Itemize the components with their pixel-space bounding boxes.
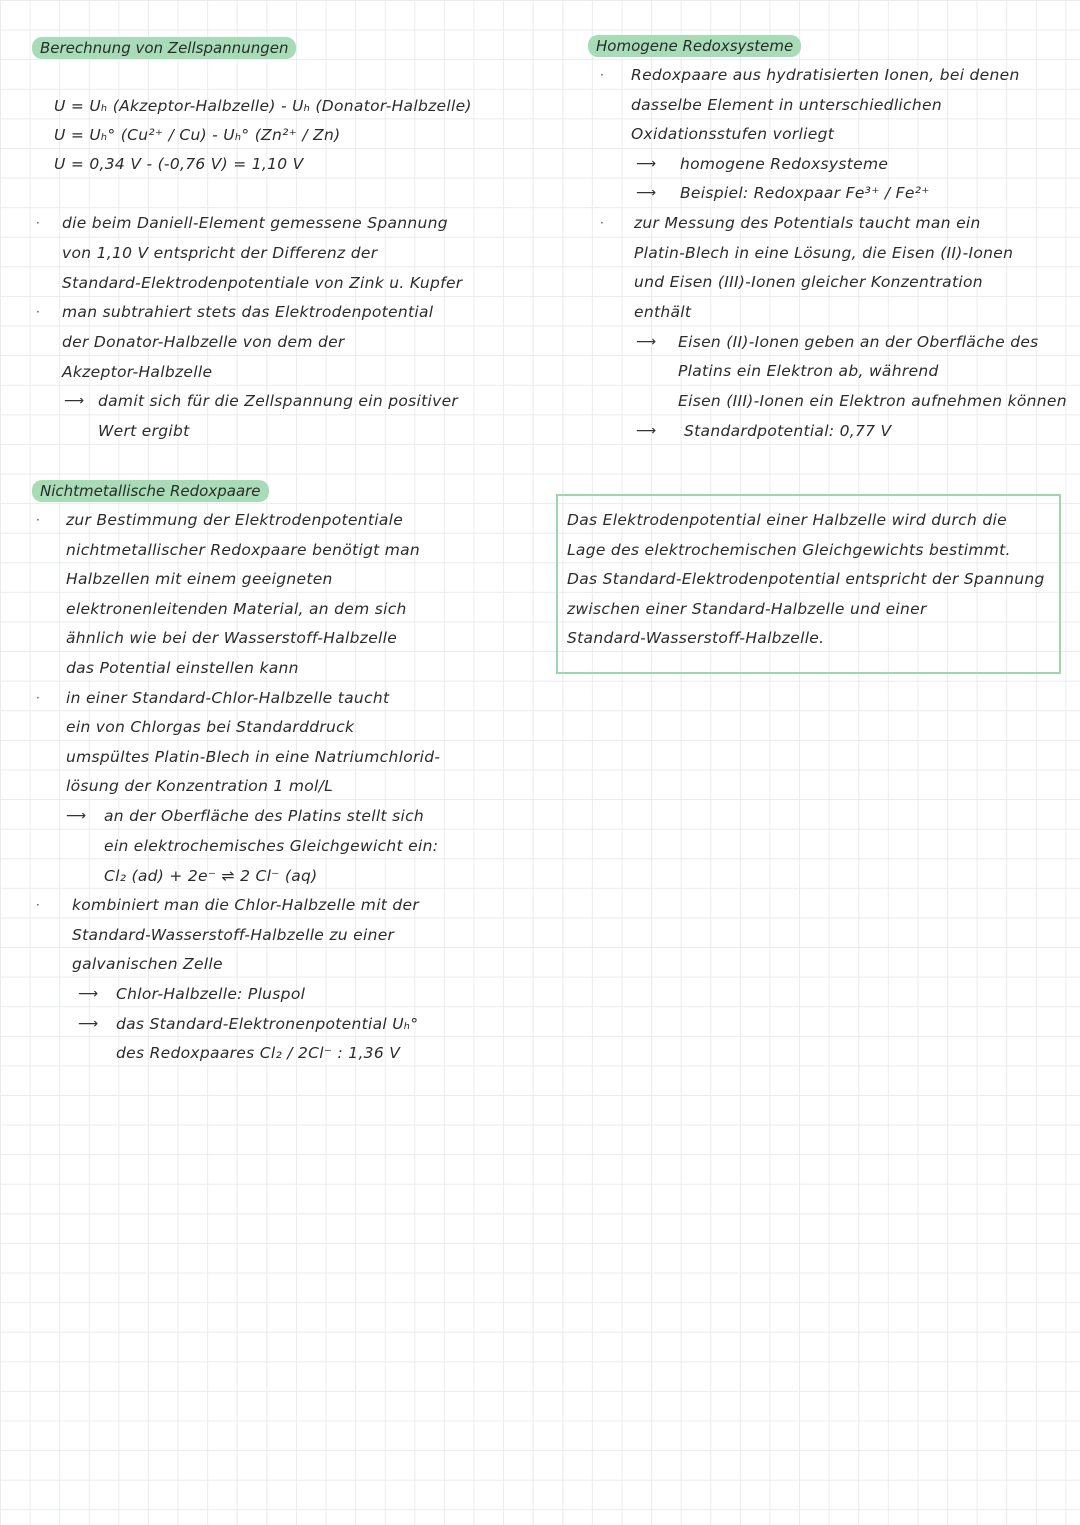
text-line: elektronenleitenden Material, an dem sich [66, 600, 407, 618]
arrow-icon: ⟶ [636, 334, 657, 350]
bullet-dot: · [36, 305, 40, 319]
box-text-line: Lage des elektrochemischen Gleichgewichts bestimmt. [567, 541, 1011, 559]
arrow-icon: ⟶ [64, 393, 85, 409]
text-line: dasselbe Element in unterschiedlichen [631, 96, 942, 114]
heading-homogen: Homogene Redoxsysteme [588, 35, 801, 57]
arrow-icon: ⟶ [66, 808, 87, 824]
text-line: ein elektrochemisches Gleichgewicht ein: [104, 837, 439, 855]
text-line: umspültes Platin-Blech in eine Natriumchlorid- [66, 748, 441, 766]
arrow-icon: ⟶ [636, 156, 657, 172]
text-line: Halbzellen mit einem geeigneten [66, 570, 333, 588]
text-line: das Potential einstellen kann [66, 659, 299, 677]
text-line: ähnlich wie bei der Wasserstoff-Halbzelle [66, 629, 398, 647]
bullet-dot: · [600, 68, 604, 82]
text-line: Redoxpaare aus hydratisierten Ionen, bei denen [631, 66, 1020, 84]
text-line: an der Oberfläche des Platins stellt sich [104, 807, 425, 825]
arrow-icon: ⟶ [78, 1016, 99, 1032]
text-line: man subtrahiert stets das Elektrodenpotential [62, 303, 434, 321]
text-line: Platin-Blech in eine Lösung, die Eisen (II)-Ionen [634, 244, 1014, 262]
text-line: Eisen (III)-Ionen ein Elektron aufnehmen können [678, 392, 1067, 410]
text-line: lösung der Konzentration 1 mol/L [66, 777, 334, 795]
text-line: ein von Chlorgas bei Standarddruck [66, 718, 355, 736]
heading-berechnung: Berechnung von Zellspannungen [32, 37, 296, 59]
text-line: enthält [634, 303, 692, 321]
text-line: der Donator-Halbzelle von dem der [62, 333, 345, 351]
text-line: kombiniert man die Chlor-Halbzelle mit der [72, 896, 420, 914]
text-line: Standardpotential: 0,77 V [684, 422, 892, 440]
text-line: und Eisen (III)-Ionen gleicher Konzentration [634, 273, 983, 291]
bullet-dot: · [36, 513, 40, 527]
arrow-icon: ⟶ [78, 986, 99, 1002]
bullet-dot: · [36, 691, 40, 705]
formula-line: U = Uₕ (Akzeptor-Halbzelle) - Uₕ (Donator-Halbzelle) [54, 97, 472, 115]
text-line: Chlor-Halbzelle: Pluspol [116, 985, 306, 1003]
arrow-icon: ⟶ [636, 185, 657, 201]
text-line: zur Messung des Potentials taucht man ein [634, 214, 981, 232]
text-line: damit sich für die Zellspannung ein positiver [98, 392, 459, 410]
formula-line: U = Uₕ° (Cu²⁺ / Cu) - Uₕ° (Zn²⁺ / Zn) [54, 126, 341, 144]
text-line: Wert ergibt [98, 422, 190, 440]
text-line: Platins ein Elektron ab, während [678, 362, 939, 380]
arrow-icon: ⟶ [636, 423, 657, 439]
box-text-line: Standard-Wasserstoff-Halbzelle. [567, 629, 825, 647]
box-text-line: Das Standard-Elektrodenpotential entspricht der Spannung [567, 570, 1045, 588]
equation-line: Cl₂ (ad) + 2e⁻ ⇌ 2 Cl⁻ (aq) [104, 867, 318, 885]
text-line: Standard-Wasserstoff-Halbzelle zu einer [72, 926, 395, 944]
text-line: Akzeptor-Halbzelle [62, 363, 213, 381]
text-line: Eisen (II)-Ionen geben an der Oberfläche des [678, 333, 1039, 351]
text-line: des Redoxpaares Cl₂ / 2Cl⁻ : 1,36 V [116, 1044, 401, 1062]
text-line: in einer Standard-Chlor-Halbzelle taucht [66, 689, 390, 707]
text-line: Standard-Elektrodenpotentiale von Zink u. Kupfer [62, 274, 463, 292]
box-text-line: Das Elektrodenpotential einer Halbzelle wird durch die [567, 511, 1007, 529]
box-text-line: zwischen einer Standard-Halbzelle und einer [567, 600, 927, 618]
bullet-dot: · [36, 898, 40, 912]
text-line: nichtmetallischer Redoxpaare benötigt man [66, 541, 421, 559]
text-line: homogene Redoxsysteme [680, 155, 889, 173]
text-line: galvanischen Zelle [72, 955, 223, 973]
text-line: Oxidationsstufen vorliegt [631, 125, 835, 143]
formula-line: U = 0,34 V - (-0,76 V) = 1,10 V [54, 155, 304, 173]
text-line: das Standard-Elektronenpotential Uₕ° [116, 1015, 419, 1033]
text-line: von 1,10 V entspricht der Differenz der [62, 244, 378, 262]
text-line: die beim Daniell-Element gemessene Spannung [62, 214, 448, 232]
heading-nichtmetall: Nichtmetallische Redoxpaare [32, 480, 269, 502]
text-line: Beispiel: Redoxpaar Fe³⁺ / Fe²⁺ [680, 184, 930, 202]
text-line: zur Bestimmung der Elektrodenpotentiale [66, 511, 404, 529]
bullet-dot: · [36, 216, 40, 230]
bullet-dot: · [600, 216, 604, 230]
